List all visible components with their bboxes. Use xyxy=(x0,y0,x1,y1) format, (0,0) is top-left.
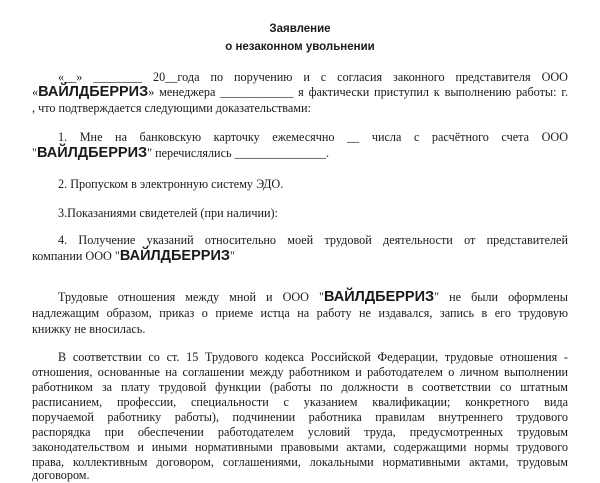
evidence-4-prefix: компании ООО " xyxy=(32,249,120,263)
company-name: ВАЙЛДБЕРРИЗ xyxy=(324,289,435,305)
intro-line-3: , что подтверждается следующими доказательствами: xyxy=(32,101,311,115)
evidence-4-line-2 xyxy=(32,249,235,264)
intro-line-1: «__» ________ 20__года по поручению и с согласия законного представителя ООО xyxy=(58,70,568,84)
evidence-2: 2. Пропуском в электронную систему ЭДО. xyxy=(58,177,284,191)
evidence-1-rest: " перечислялись _______________. xyxy=(147,146,330,160)
quote-open: " xyxy=(32,146,37,160)
para-1-line-2: надлежащим образом, приказ о приеме истца на работу не издавался, запись в его трудовую xyxy=(32,306,568,320)
evidence-1-line-2 xyxy=(32,146,329,161)
quote-open: « xyxy=(32,85,39,99)
evidence-4-suffix: " xyxy=(229,249,235,263)
intro-line-2-rest: » менеджера ____________ я фактически приступил к выполнению работы: г. xyxy=(148,85,568,99)
para-2-line-4: расписанием, профессии, специальности с указанием квалификации; конкретного вида xyxy=(32,395,568,409)
para-2-line-8: права, коллективным договором, соглашениями, локальными нормативными актами, трудовым xyxy=(32,455,568,469)
intro-line-2 xyxy=(32,85,568,100)
company-name: ВАЙЛДБЕРРИЗ xyxy=(38,84,149,100)
evidence-1-line-1: 1. Мне на банковскую карточку ежемесячно __ числа с расчётного счета ООО xyxy=(58,130,568,144)
company-name: ВАЙЛДБЕРРИЗ xyxy=(119,248,230,264)
para-1-line-1 xyxy=(58,290,568,305)
company-name: ВАЙЛДБЕРРИЗ xyxy=(36,145,148,161)
document-title: Заявление xyxy=(269,23,331,35)
para-2-line-3: работником за плату трудовой функции (работы по должности в соответствии со штатным xyxy=(32,380,568,394)
evidence-4-line-1: 4. Получение указаний относительно моей трудовой деятельности от представителей xyxy=(58,233,568,247)
evidence-3: 3.Показаниями свидетелей (при наличии): xyxy=(58,206,278,220)
para-2-line-5: поручаемой работнику работы), подчинении работника правилам внутреннего трудового xyxy=(32,410,568,424)
para-2-line-2: отношения, основанные на соглашении между работником и работодателем о личном выполнении xyxy=(32,365,568,379)
para-1-line-3: книжку не вносилась. xyxy=(32,322,146,336)
para-2-line-9: договором. xyxy=(32,468,90,482)
para-2-line-1: В соответствии со ст. 15 Трудового кодекса Российской Федерации, трудовые отношения - xyxy=(58,350,568,364)
para-1-suffix: " не были оформлены xyxy=(434,290,569,304)
para-1-prefix: Трудовые отношения между мной и ООО " xyxy=(58,290,324,304)
document-subtitle: о незаконном увольнении xyxy=(225,41,375,53)
para-2-line-6: распорядка при обеспечении работодателем условий труда, предусмотренных трудовым xyxy=(32,425,568,439)
para-2-line-7: законодательством и иными нормативными правовыми актами, содержащими нормы трудового xyxy=(32,440,568,454)
